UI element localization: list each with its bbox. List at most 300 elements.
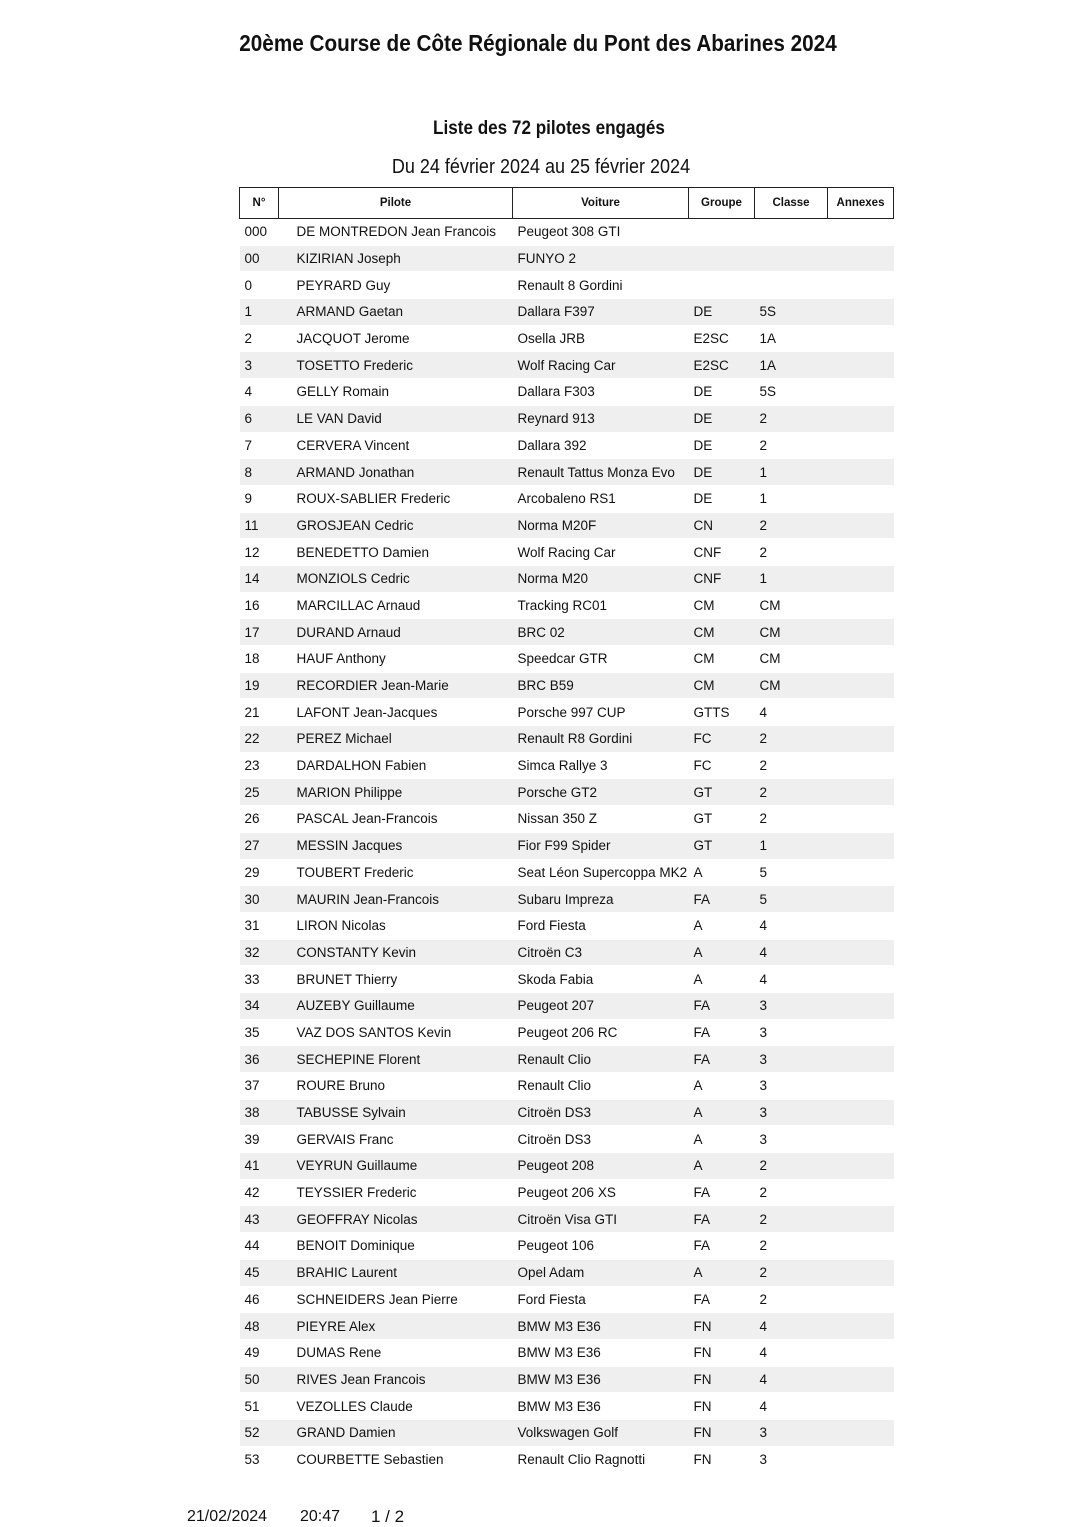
cell-groupe: CNF — [689, 539, 755, 566]
cell-voiture: Osella JRB — [513, 325, 689, 352]
cell-voiture: Dallara F303 — [513, 379, 689, 406]
cell-pilote: GROSJEAN Cedric — [279, 512, 513, 539]
cell-pilote: COURBETTE Sebastien — [279, 1446, 513, 1473]
cell-number: 39 — [240, 1126, 279, 1153]
cell-groupe: FN — [689, 1313, 755, 1340]
cell-groupe: A — [689, 966, 755, 993]
cell-voiture: Arcobaleno RS1 — [513, 485, 689, 512]
list-title: Liste des 72 pilotes engagés — [433, 118, 665, 139]
cell-number: 7 — [240, 432, 279, 459]
cell-voiture: Renault Clio Ragnotti — [513, 1446, 689, 1473]
cell-voiture: Renault R8 Gordini — [513, 726, 689, 753]
cell-voiture: Skoda Fabia — [513, 966, 689, 993]
cell-annexes — [828, 859, 894, 886]
cell-pilote: MAURIN Jean-Francois — [279, 886, 513, 913]
cell-annexes — [828, 752, 894, 779]
cell-classe: 5 — [755, 859, 828, 886]
cell-groupe: FC — [689, 726, 755, 753]
table-row — [240, 299, 894, 326]
cell-groupe: CM — [689, 619, 755, 646]
cell-classe: 4 — [755, 966, 828, 993]
cell-groupe: DE — [689, 405, 755, 432]
cell-number: 11 — [240, 512, 279, 539]
cell-voiture: Citroën DS3 — [513, 1126, 689, 1153]
cell-number: 31 — [240, 912, 279, 939]
cell-number: 29 — [240, 859, 279, 886]
table-row — [240, 379, 894, 406]
cell-voiture: Dallara F397 — [513, 299, 689, 326]
cell-pilote: TEYSSIER Frederic — [279, 1179, 513, 1206]
table-row — [240, 726, 894, 753]
cell-number: 44 — [240, 1233, 279, 1260]
cell-annexes — [828, 1126, 894, 1153]
cell-classe: 2 — [755, 405, 828, 432]
cell-voiture: BMW M3 E36 — [513, 1366, 689, 1393]
table-row — [240, 699, 894, 726]
cell-number: 21 — [240, 699, 279, 726]
cell-classe: 2 — [755, 1206, 828, 1233]
cell-annexes — [828, 1366, 894, 1393]
cell-groupe: E2SC — [689, 352, 755, 379]
cell-annexes — [828, 1099, 894, 1126]
cell-pilote: PEYRARD Guy — [279, 272, 513, 299]
cell-pilote: BENEDETTO Damien — [279, 539, 513, 566]
cell-pilote: PASCAL Jean-Francois — [279, 806, 513, 833]
footer-date: 21/02/2024 — [187, 1508, 268, 1525]
table-row — [240, 1313, 894, 1340]
cell-groupe: A — [689, 1126, 755, 1153]
cell-voiture: Ford Fiesta — [513, 1286, 689, 1313]
cell-number: 25 — [240, 779, 279, 806]
cell-voiture: Porsche 997 CUP — [513, 699, 689, 726]
cell-annexes — [828, 565, 894, 592]
cell-groupe: FN — [689, 1419, 755, 1446]
cell-classe: 2 — [755, 1233, 828, 1260]
cell-pilote: DE MONTREDON Jean Francois — [279, 219, 513, 246]
cell-classe — [755, 219, 828, 246]
table-row — [240, 832, 894, 859]
table-row — [240, 405, 894, 432]
cell-voiture: Peugeot 206 XS — [513, 1179, 689, 1206]
cell-number: 35 — [240, 1019, 279, 1046]
cell-pilote: LIRON Nicolas — [279, 912, 513, 939]
table-row — [240, 565, 894, 592]
cell-groupe: FA — [689, 1286, 755, 1313]
table-row — [240, 459, 894, 486]
cell-groupe: FA — [689, 1206, 755, 1233]
cell-pilote: ARMAND Jonathan — [279, 459, 513, 486]
cell-classe: 3 — [755, 1419, 828, 1446]
table-row — [240, 1046, 894, 1073]
cell-annexes — [828, 672, 894, 699]
cell-groupe: A — [689, 912, 755, 939]
cell-number: 45 — [240, 1259, 279, 1286]
cell-voiture: Peugeot 308 GTI — [513, 219, 689, 246]
table-row — [240, 512, 894, 539]
cell-pilote: ARMAND Gaetan — [279, 299, 513, 326]
cell-classe: 2 — [755, 1286, 828, 1313]
cell-annexes — [828, 592, 894, 619]
cell-pilote: BENOIT Dominique — [279, 1233, 513, 1260]
cell-number: 23 — [240, 752, 279, 779]
cell-groupe: DE — [689, 379, 755, 406]
cell-annexes — [828, 832, 894, 859]
cell-annexes — [828, 1313, 894, 1340]
cell-classe: CM — [755, 592, 828, 619]
cell-classe: 3 — [755, 1126, 828, 1153]
cell-groupe: GT — [689, 779, 755, 806]
cell-number: 27 — [240, 832, 279, 859]
cell-classe: 1 — [755, 485, 828, 512]
cell-pilote: RECORDIER Jean-Marie — [279, 672, 513, 699]
cell-annexes — [828, 646, 894, 673]
cell-groupe: FA — [689, 886, 755, 913]
cell-groupe: GT — [689, 806, 755, 833]
column-header-annexes: Annexes — [828, 188, 894, 219]
cell-annexes — [828, 939, 894, 966]
cell-groupe: A — [689, 1153, 755, 1180]
cell-groupe: FA — [689, 992, 755, 1019]
cell-number: 42 — [240, 1179, 279, 1206]
cell-voiture: Peugeot 206 RC — [513, 1019, 689, 1046]
table-row — [240, 752, 894, 779]
table-row — [240, 1073, 894, 1100]
cell-classe: 2 — [755, 1259, 828, 1286]
cell-groupe: CM — [689, 646, 755, 673]
cell-voiture: Ford Fiesta — [513, 912, 689, 939]
table-row — [240, 325, 894, 352]
cell-pilote: SECHEPINE Florent — [279, 1046, 513, 1073]
table-row — [240, 485, 894, 512]
cell-pilote: VEZOLLES Claude — [279, 1393, 513, 1420]
table-row — [240, 1393, 894, 1420]
table-body — [240, 219, 894, 1473]
cell-pilote: PEREZ Michael — [279, 726, 513, 753]
cell-pilote: VAZ DOS SANTOS Kevin — [279, 1019, 513, 1046]
cell-classe: 2 — [755, 779, 828, 806]
cell-number: 12 — [240, 539, 279, 566]
cell-voiture: BMW M3 E36 — [513, 1313, 689, 1340]
cell-number: 4 — [240, 379, 279, 406]
cell-classe: 1 — [755, 459, 828, 486]
cell-groupe: FA — [689, 1179, 755, 1206]
cell-voiture: BMW M3 E36 — [513, 1393, 689, 1420]
cell-groupe: E2SC — [689, 325, 755, 352]
cell-voiture: Seat Léon Supercoppa MK2 — [513, 859, 689, 886]
cell-classe: 4 — [755, 1393, 828, 1420]
cell-number: 48 — [240, 1313, 279, 1340]
cell-groupe: DE — [689, 432, 755, 459]
cell-groupe: DE — [689, 299, 755, 326]
cell-voiture: Speedcar GTR — [513, 646, 689, 673]
column-header-number: N° — [240, 188, 279, 219]
cell-pilote: TOSETTO Frederic — [279, 352, 513, 379]
cell-pilote: HAUF Anthony — [279, 646, 513, 673]
table-row — [240, 219, 894, 246]
cell-pilote: CERVERA Vincent — [279, 432, 513, 459]
cell-number: 36 — [240, 1046, 279, 1073]
cell-groupe — [689, 272, 755, 299]
cell-annexes — [828, 245, 894, 272]
cell-annexes — [828, 432, 894, 459]
table-row — [240, 539, 894, 566]
cell-classe: 4 — [755, 939, 828, 966]
cell-number: 17 — [240, 619, 279, 646]
cell-groupe — [689, 219, 755, 246]
cell-number: 52 — [240, 1419, 279, 1446]
cell-groupe: DE — [689, 459, 755, 486]
entries-table — [239, 187, 894, 1473]
cell-voiture: Nissan 350 Z — [513, 806, 689, 833]
cell-voiture: Fior F99 Spider — [513, 832, 689, 859]
cell-classe: 4 — [755, 1366, 828, 1393]
cell-groupe: GTTS — [689, 699, 755, 726]
cell-pilote: KIZIRIAN Joseph — [279, 245, 513, 272]
cell-classe — [755, 245, 828, 272]
cell-annexes — [828, 1286, 894, 1313]
cell-number: 34 — [240, 992, 279, 1019]
cell-groupe: FA — [689, 1046, 755, 1073]
table-row — [240, 1126, 894, 1153]
table-row — [240, 672, 894, 699]
table-row — [240, 1446, 894, 1473]
cell-classe: CM — [755, 646, 828, 673]
cell-classe: 2 — [755, 1179, 828, 1206]
cell-classe: 3 — [755, 1446, 828, 1473]
table-row — [240, 1259, 894, 1286]
cell-annexes — [828, 405, 894, 432]
date-range: Du 24 février 2024 au 25 février 2024 — [391, 156, 691, 178]
cell-annexes — [828, 379, 894, 406]
cell-voiture: Wolf Racing Car — [513, 539, 689, 566]
cell-number: 1 — [240, 299, 279, 326]
cell-pilote: DURAND Arnaud — [279, 619, 513, 646]
cell-classe: 2 — [755, 539, 828, 566]
cell-number: 9 — [240, 485, 279, 512]
cell-groupe: FN — [689, 1446, 755, 1473]
cell-classe: 4 — [755, 1339, 828, 1366]
cell-voiture: BRC 02 — [513, 619, 689, 646]
cell-classe: 3 — [755, 1073, 828, 1100]
cell-classe: 2 — [755, 752, 828, 779]
cell-classe: 1 — [755, 832, 828, 859]
cell-annexes — [828, 992, 894, 1019]
cell-annexes — [828, 1419, 894, 1446]
cell-classe: 3 — [755, 1099, 828, 1126]
cell-annexes — [828, 806, 894, 833]
cell-voiture: BMW M3 E36 — [513, 1339, 689, 1366]
table-row — [240, 1099, 894, 1126]
cell-classe: 2 — [755, 726, 828, 753]
cell-voiture: BRC B59 — [513, 672, 689, 699]
cell-annexes — [828, 539, 894, 566]
cell-annexes — [828, 512, 894, 539]
cell-number: 51 — [240, 1393, 279, 1420]
cell-number: 2 — [240, 325, 279, 352]
cell-voiture: Citroën C3 — [513, 939, 689, 966]
cell-number: 16 — [240, 592, 279, 619]
cell-annexes — [828, 1233, 894, 1260]
cell-pilote: JACQUOT Jerome — [279, 325, 513, 352]
cell-pilote: BRAHIC Laurent — [279, 1259, 513, 1286]
cell-number: 18 — [240, 646, 279, 673]
table-row — [240, 859, 894, 886]
table-row — [240, 1019, 894, 1046]
cell-annexes — [828, 1179, 894, 1206]
cell-voiture: Renault Clio — [513, 1046, 689, 1073]
cell-voiture: Dallara 392 — [513, 432, 689, 459]
cell-number: 53 — [240, 1446, 279, 1473]
cell-voiture: Citroën DS3 — [513, 1099, 689, 1126]
cell-annexes — [828, 1393, 894, 1420]
cell-number: 00 — [240, 245, 279, 272]
cell-pilote: DARDALHON Fabien — [279, 752, 513, 779]
cell-groupe: A — [689, 1259, 755, 1286]
cell-pilote: LAFONT Jean-Jacques — [279, 699, 513, 726]
cell-groupe: FN — [689, 1339, 755, 1366]
cell-pilote: MONZIOLS Cedric — [279, 565, 513, 592]
cell-annexes — [828, 272, 894, 299]
cell-number: 32 — [240, 939, 279, 966]
cell-voiture: Norma M20F — [513, 512, 689, 539]
cell-groupe: GT — [689, 832, 755, 859]
table-row — [240, 912, 894, 939]
table-row — [240, 806, 894, 833]
cell-classe: 1A — [755, 325, 828, 352]
cell-voiture: FUNYO 2 — [513, 245, 689, 272]
table-row — [240, 966, 894, 993]
cell-pilote: TABUSSE Sylvain — [279, 1099, 513, 1126]
cell-classe: 4 — [755, 912, 828, 939]
cell-pilote: GERVAIS Franc — [279, 1126, 513, 1153]
cell-annexes — [828, 1019, 894, 1046]
cell-pilote: GEOFFRAY Nicolas — [279, 1206, 513, 1233]
table-header-row — [240, 188, 894, 219]
cell-voiture: Wolf Racing Car — [513, 352, 689, 379]
cell-annexes — [828, 912, 894, 939]
cell-groupe: FA — [689, 1233, 755, 1260]
cell-voiture: Subaru Impreza — [513, 886, 689, 913]
cell-classe: 2 — [755, 1153, 828, 1180]
cell-classe: 5S — [755, 379, 828, 406]
cell-annexes — [828, 1339, 894, 1366]
cell-voiture: Volkswagen Golf — [513, 1419, 689, 1446]
table-row — [240, 352, 894, 379]
column-header-classe: Classe — [755, 188, 828, 219]
cell-pilote: PIEYRE Alex — [279, 1313, 513, 1340]
cell-voiture: Reynard 913 — [513, 405, 689, 432]
cell-classe: 3 — [755, 1046, 828, 1073]
cell-classe: CM — [755, 619, 828, 646]
cell-voiture: Citroën Visa GTI — [513, 1206, 689, 1233]
cell-annexes — [828, 219, 894, 246]
cell-pilote: MARION Philippe — [279, 779, 513, 806]
table-row — [240, 779, 894, 806]
cell-pilote: GELLY Romain — [279, 379, 513, 406]
cell-annexes — [828, 966, 894, 993]
cell-classe: CM — [755, 672, 828, 699]
cell-voiture: Renault Tattus Monza Evo — [513, 459, 689, 486]
cell-annexes — [828, 619, 894, 646]
page-number: 1 / 2 — [371, 1507, 405, 1526]
cell-classe: 2 — [755, 432, 828, 459]
table-row — [240, 646, 894, 673]
cell-groupe: CN — [689, 512, 755, 539]
cell-number: 50 — [240, 1366, 279, 1393]
cell-number: 43 — [240, 1206, 279, 1233]
cell-pilote: CONSTANTY Kevin — [279, 939, 513, 966]
cell-voiture: Porsche GT2 — [513, 779, 689, 806]
cell-pilote: MARCILLAC Arnaud — [279, 592, 513, 619]
cell-voiture: Simca Rallye 3 — [513, 752, 689, 779]
cell-pilote: DUMAS Rene — [279, 1339, 513, 1366]
table-row — [240, 1339, 894, 1366]
table-row — [240, 1286, 894, 1313]
cell-number: 3 — [240, 352, 279, 379]
table-row — [240, 272, 894, 299]
cell-classe: 5S — [755, 299, 828, 326]
cell-groupe: CM — [689, 672, 755, 699]
table-row — [240, 592, 894, 619]
cell-classe: 4 — [755, 699, 828, 726]
cell-voiture: Peugeot 207 — [513, 992, 689, 1019]
cell-pilote: SCHNEIDERS Jean Pierre — [279, 1286, 513, 1313]
cell-number: 33 — [240, 966, 279, 993]
cell-groupe: FC — [689, 752, 755, 779]
cell-pilote: MESSIN Jacques — [279, 832, 513, 859]
cell-classe: 2 — [755, 512, 828, 539]
cell-annexes — [828, 325, 894, 352]
cell-annexes — [828, 1046, 894, 1073]
cell-voiture: Peugeot 208 — [513, 1153, 689, 1180]
cell-number: 8 — [240, 459, 279, 486]
cell-annexes — [828, 1446, 894, 1473]
table-row — [240, 939, 894, 966]
cell-annexes — [828, 459, 894, 486]
cell-classe: 1A — [755, 352, 828, 379]
cell-groupe: A — [689, 939, 755, 966]
cell-voiture: Renault Clio — [513, 1073, 689, 1100]
table-row — [240, 245, 894, 272]
cell-number: 14 — [240, 565, 279, 592]
cell-pilote: ROURE Bruno — [279, 1073, 513, 1100]
cell-annexes — [828, 1073, 894, 1100]
cell-groupe: A — [689, 1073, 755, 1100]
cell-number: 000 — [240, 219, 279, 246]
cell-number: 41 — [240, 1153, 279, 1180]
cell-voiture: Norma M20 — [513, 565, 689, 592]
cell-pilote: BRUNET Thierry — [279, 966, 513, 993]
cell-number: 22 — [240, 726, 279, 753]
table-row — [240, 432, 894, 459]
cell-number: 46 — [240, 1286, 279, 1313]
table-row — [240, 992, 894, 1019]
cell-pilote: AUZEBY Guillaume — [279, 992, 513, 1019]
cell-classe: 3 — [755, 1019, 828, 1046]
cell-groupe: FA — [689, 1019, 755, 1046]
cell-pilote: TOUBERT Frederic — [279, 859, 513, 886]
cell-pilote: RIVES Jean Francois — [279, 1366, 513, 1393]
cell-groupe: A — [689, 859, 755, 886]
cell-annexes — [828, 1153, 894, 1180]
cell-annexes — [828, 1259, 894, 1286]
cell-groupe — [689, 245, 755, 272]
cell-annexes — [828, 886, 894, 913]
cell-number: 0 — [240, 272, 279, 299]
cell-groupe: FN — [689, 1366, 755, 1393]
table-row — [240, 1206, 894, 1233]
cell-classe: 3 — [755, 992, 828, 1019]
